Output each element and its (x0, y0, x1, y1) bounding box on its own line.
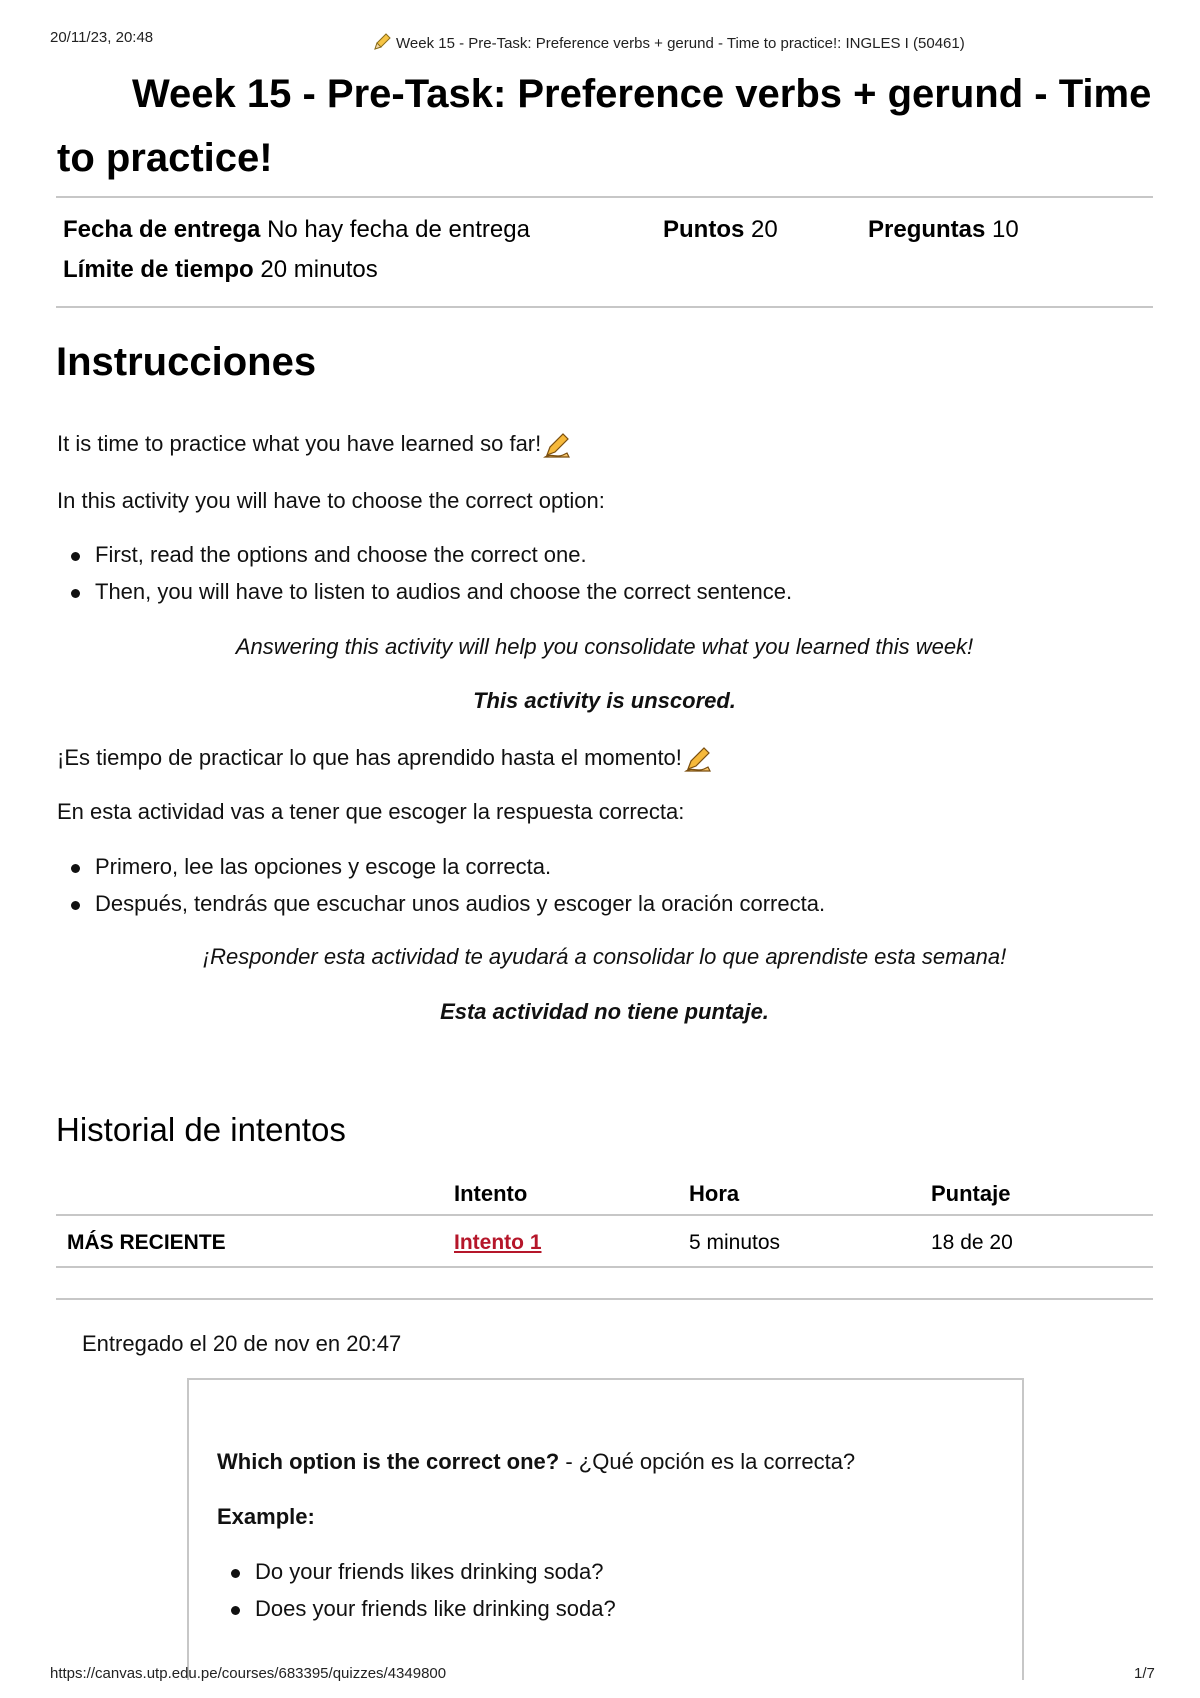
instructions-p4: En esta actividad vas a tener que escoger la respuesta correcta: (57, 799, 685, 824)
questions (868, 216, 1019, 244)
divider (56, 1298, 1153, 1300)
list-item: Do your friends likes drinking soda? (255, 1559, 604, 1584)
divider (56, 1266, 1153, 1268)
instructions-p3: ¡Es tiempo de practicar lo que has aprendido hasta el momento! (57, 745, 712, 773)
writing-hand-icon (684, 745, 712, 773)
pencil-icon (372, 32, 392, 52)
question-prompt: Which option is the correct one? - ¿Qué opción es la correcta? (217, 1449, 856, 1474)
due-value: No hay fecha de entrega (267, 216, 530, 243)
note-en: Answering this activity will help you consolidate what you learned this week! (235, 634, 974, 659)
writing-hand-icon (543, 431, 571, 459)
points (663, 216, 778, 244)
attempt-time: 5 minutos (689, 1231, 781, 1254)
due-date (63, 216, 530, 244)
column-header: Intento (454, 1181, 528, 1206)
attempt-link[interactable]: Intento 1 (454, 1231, 542, 1254)
submitted-text: Entregado el 20 de nov en 20:47 (82, 1331, 402, 1356)
example-label: Example: (217, 1504, 315, 1529)
column-header: Hora (689, 1181, 740, 1206)
attempt-score: 18 de 20 (931, 1231, 1013, 1254)
print-datetime: 20/11/23, 20:48 (50, 29, 154, 46)
list-item: Does your friends like drinking soda? (255, 1596, 616, 1621)
points-value: 20 (751, 216, 778, 243)
note-es: ¡Responder esta actividad te ayudará a consolidar lo que aprendiste esta semana! (202, 944, 1007, 969)
time-limit (63, 256, 378, 284)
list-item: First, read the options and choose the correct one. (95, 542, 587, 567)
history-heading: Historial de intentos (56, 1111, 346, 1148)
row-label: MÁS RECIENTE (67, 1231, 226, 1254)
page-title: Week 15 - Pre-Task: Preference verbs + gerund - Time to practice! (57, 72, 1152, 180)
print-page-title: Week 15 - Pre-Task: Preference verbs + gerund - Time to practice!: INGLES I (50461) (370, 32, 965, 52)
instructions-heading: Instrucciones (56, 340, 317, 384)
questions-value: 10 (992, 216, 1019, 243)
list-item: Then, you will have to listen to audios and choose the correct sentence. (95, 579, 793, 604)
divider (56, 196, 1153, 198)
print-url: https://canvas.utp.edu.pe/courses/683395/quizzes/4349800 (50, 1665, 447, 1682)
time-label: Límite de tiempo (63, 256, 254, 283)
print-page-number: 1/7 (1134, 1665, 1155, 1682)
questions-label: Preguntas (868, 216, 986, 243)
unscored-es: Esta actividad no tiene puntaje. (440, 999, 769, 1024)
list-item: Primero, lee las opciones y escoge la correcta. (95, 854, 552, 879)
list-item: Después, tendrás que escuchar unos audios y escoger la oración correcta. (95, 891, 826, 916)
points-label: Puntos (663, 216, 745, 243)
due-label: Fecha de entrega (63, 216, 261, 243)
time-value: 20 minutos (260, 256, 378, 283)
unscored-en: This activity is unscored. (473, 688, 736, 713)
instructions-p2: In this activity you will have to choose the correct option: (57, 488, 605, 513)
column-header: Puntaje (931, 1181, 1011, 1206)
divider (56, 306, 1153, 308)
divider (56, 1214, 1153, 1216)
instructions-p1: It is time to practice what you have learned so far! (57, 431, 571, 459)
